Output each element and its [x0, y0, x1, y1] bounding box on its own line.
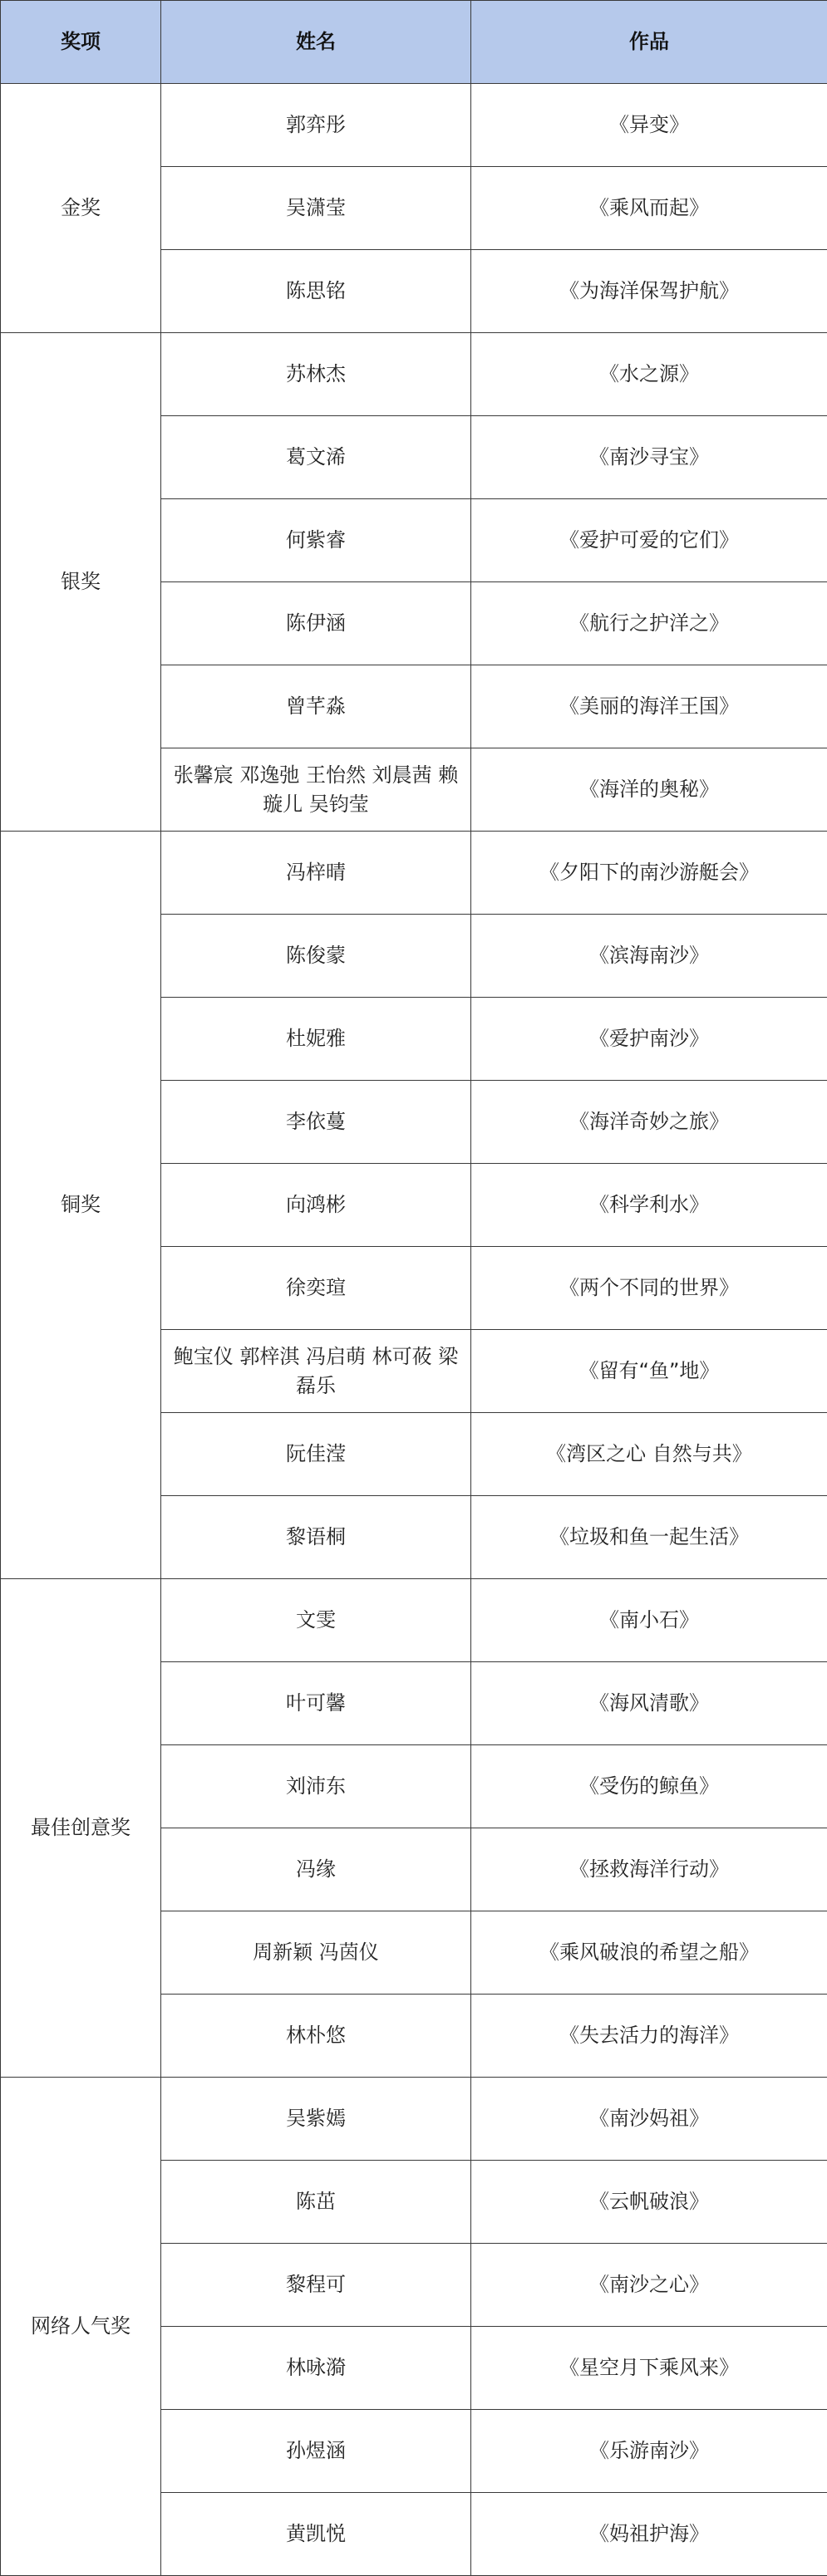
winner-name-cell: 陈俊蒙: [161, 915, 471, 998]
award-category-cell: 金奖: [1, 84, 161, 333]
winner-name-cell: 鲍宝仪 郭梓淇 冯启萌 林可莜 梁磊乐: [161, 1330, 471, 1413]
work-title-cell: 《垃圾和鱼一起生活》: [471, 1496, 827, 1579]
table-row: [1, 832, 827, 915]
work-title-cell: 《星空月下乘风来》: [471, 2327, 827, 2410]
table-row: [1, 1579, 827, 1662]
work-title-cell: 《夕阳下的南沙游艇会》: [471, 832, 827, 915]
winner-name-cell: 林朴悠: [161, 1995, 471, 2078]
winner-name-cell: 刘沛东: [161, 1745, 471, 1828]
winner-name-cell: 杜妮雅: [161, 998, 471, 1081]
work-title-cell: 《为海洋保驾护航》: [471, 250, 827, 333]
header-award: 奖项: [1, 1, 161, 84]
work-title-cell: 《留有“鱼”地》: [471, 1330, 827, 1413]
work-title-cell: 《海风清歌》: [471, 1662, 827, 1745]
work-title-cell: 《乘风而起》: [471, 167, 827, 250]
winner-name-cell: 陈茁: [161, 2161, 471, 2244]
work-title-cell: 《爱护南沙》: [471, 998, 827, 1081]
award-category-cell: 铜奖: [1, 832, 161, 1579]
winner-name-cell: 吴潇莹: [161, 167, 471, 250]
winner-name-cell: 何紫睿: [161, 499, 471, 582]
work-title-cell: 《失去活力的海洋》: [471, 1995, 827, 2078]
work-title-cell: 《航行之护洋之》: [471, 582, 827, 665]
header-work: 作品: [471, 1, 827, 84]
header-name: 姓名: [161, 1, 471, 84]
award-category-cell: 银奖: [1, 333, 161, 832]
winner-name-cell: 徐奕瑄: [161, 1247, 471, 1330]
winner-name-cell: 周新颖 冯茵仪: [161, 1911, 471, 1995]
winner-name-cell: 冯缘: [161, 1828, 471, 1911]
table-row: [1, 333, 827, 416]
winner-name-cell: 文雯: [161, 1579, 471, 1662]
winner-name-cell: 孙煜涵: [161, 2410, 471, 2493]
work-title-cell: 《南沙妈祖》: [471, 2078, 827, 2161]
winner-name-cell: 黄凯悦: [161, 2493, 471, 2576]
winner-name-cell: 曾芊淼: [161, 665, 471, 748]
winner-name-cell: 阮佳滢: [161, 1413, 471, 1496]
work-title-cell: 《科学利水》: [471, 1164, 827, 1247]
winner-name-cell: 吴紫嫣: [161, 2078, 471, 2161]
winner-name-cell: 李依蔓: [161, 1081, 471, 1164]
table-row: [1, 84, 827, 167]
winner-name-cell: 叶可馨: [161, 1662, 471, 1745]
winner-name-cell: 陈伊涵: [161, 582, 471, 665]
work-title-cell: 《云帆破浪》: [471, 2161, 827, 2244]
award-category-cell: 网络人气奖: [1, 2078, 161, 2576]
work-title-cell: 《两个不同的世界》: [471, 1247, 827, 1330]
winner-name-cell: 黎程可: [161, 2244, 471, 2327]
winner-name-cell: 向鸿彬: [161, 1164, 471, 1247]
work-title-cell: 《妈祖护海》: [471, 2493, 827, 2576]
work-title-cell: 《乘风破浪的希望之船》: [471, 1911, 827, 1995]
work-title-cell: 《美丽的海洋王国》: [471, 665, 827, 748]
winner-name-cell: 陈思铭: [161, 250, 471, 333]
winner-name-cell: 葛文浠: [161, 416, 471, 499]
work-title-cell: 《受伤的鲸鱼》: [471, 1745, 827, 1828]
work-title-cell: 《拯救海洋行动》: [471, 1828, 827, 1911]
work-title-cell: 《海洋奇妙之旅》: [471, 1081, 827, 1164]
work-title-cell: 《爱护可爱的它们》: [471, 499, 827, 582]
table-body: [1, 84, 827, 2576]
winner-name-cell: 苏林杰: [161, 333, 471, 416]
winner-name-cell: 林咏漪: [161, 2327, 471, 2410]
work-title-cell: 《南沙寻宝》: [471, 416, 827, 499]
winner-name-cell: 黎语桐: [161, 1496, 471, 1579]
work-title-cell: 《滨海南沙》: [471, 915, 827, 998]
award-category-cell: 最佳创意奖: [1, 1579, 161, 2078]
winner-name-cell: 张馨宸 邓逸弛 王怡然 刘晨茜 赖璇儿 吴钧莹: [161, 748, 471, 832]
header-row: [1, 1, 827, 84]
work-title-cell: 《异变》: [471, 84, 827, 167]
work-title-cell: 《水之源》: [471, 333, 827, 416]
work-title-cell: 《南小石》: [471, 1579, 827, 1662]
work-title-cell: 《乐游南沙》: [471, 2410, 827, 2493]
winner-name-cell: 冯梓晴: [161, 832, 471, 915]
work-title-cell: 《南沙之心》: [471, 2244, 827, 2327]
work-title-cell: 《湾区之心 自然与共》: [471, 1413, 827, 1496]
winner-name-cell: 郭弈彤: [161, 84, 471, 167]
work-title-cell: 《海洋的奥秘》: [471, 748, 827, 832]
table-row: [1, 2078, 827, 2161]
